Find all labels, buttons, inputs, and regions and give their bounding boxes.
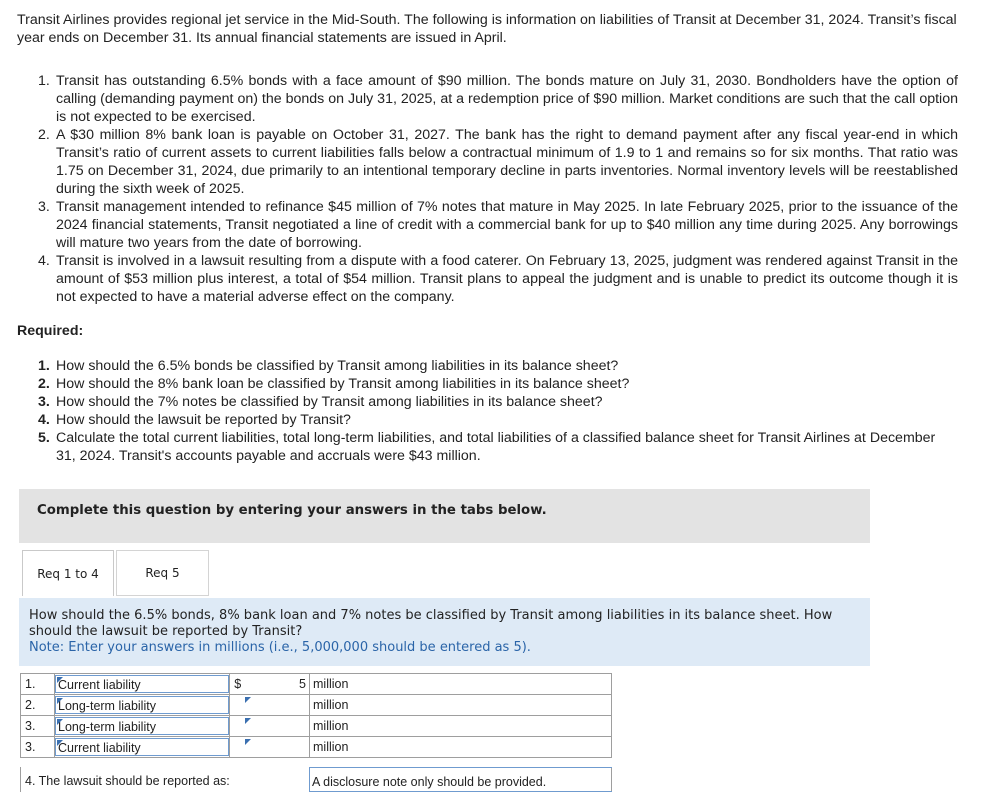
question-text: How should the lawsuit be reported by Transit? xyxy=(56,412,351,428)
row-number: 3. xyxy=(21,737,55,758)
classification-dropdown[interactable] xyxy=(55,716,230,737)
currency-symbol xyxy=(230,695,246,716)
classification-dropdown[interactable] xyxy=(55,695,230,716)
amount-input[interactable]: 5 xyxy=(246,674,310,695)
unit-label: million xyxy=(310,695,612,716)
problem-intro: Transit Airlines provides regional jet service in the Mid-South. The following is information on liabilities of Transit at December 31, 2024. Transit’s fiscal year ends on December 31. Its annual financial statements are issued in April. xyxy=(17,12,957,46)
input-flag-icon xyxy=(245,739,251,745)
row-number: 1. xyxy=(21,674,55,695)
classification-dropdown[interactable] xyxy=(55,674,230,695)
amount-input[interactable] xyxy=(246,716,310,737)
question-number: 1. xyxy=(38,358,50,374)
fact-item xyxy=(38,126,958,198)
questions-list xyxy=(38,357,958,465)
fact-text: Transit has outstanding 6.5% bonds with a face amount of $90 million. The bonds mature on July 31, 2030. Bondholders have the option of calling (demanding payment on) the bonds on July 31, 2025, at a redemption price of $90 million. Market conditions are such that the call option is not expected to be exercised. xyxy=(56,73,958,125)
table-row xyxy=(21,695,612,716)
question-number: 4. xyxy=(38,412,50,428)
dropdown-flag-icon xyxy=(57,698,63,704)
fact-number: 3. xyxy=(38,199,50,215)
currency-symbol xyxy=(230,716,246,737)
input-flag-icon xyxy=(245,697,251,703)
lawsuit-answer: A disclosure note only should be provided. xyxy=(312,775,547,789)
dropdown-flag-icon xyxy=(57,740,63,746)
required-heading: Required: xyxy=(17,323,84,339)
tab-instruction xyxy=(19,598,870,666)
classification-value: Long-term liability xyxy=(58,720,156,734)
input-flag-icon xyxy=(245,718,251,724)
fact-number: 1. xyxy=(38,73,50,89)
question-item xyxy=(38,375,958,393)
lawsuit-label: 4. The lawsuit should be reported as: xyxy=(25,774,230,788)
question-number: 2. xyxy=(38,376,50,392)
amount-input[interactable] xyxy=(246,737,310,758)
currency-symbol xyxy=(230,737,246,758)
question-text: How should the 7% notes be classified by Transit among liabilities in its balance sheet? xyxy=(56,394,603,410)
fact-item xyxy=(38,198,958,252)
fact-text: Transit management intended to refinance $45 million of 7% notes that mature in May 2025. In late February 2025, prior to the issuance of the 2024 financial statements, Transit negotiated a line of credit with a commercial bank for up to $40 million any time during 2025. Any borrowings will mature two years from the date of borrowing. xyxy=(56,199,958,251)
currency-symbol: $ xyxy=(230,674,246,695)
tab-req-5[interactable]: Req 5 xyxy=(116,550,209,596)
dropdown-flag-icon xyxy=(57,719,63,725)
question-text: How should the 8% bank loan be classified by Transit among liabilities in its balance sheet? xyxy=(56,376,630,392)
fact-item xyxy=(38,72,958,126)
fact-item xyxy=(38,252,958,306)
lawsuit-row xyxy=(20,767,612,792)
question-text: Calculate the total current liabilities, total long-term liabilities, and total liabilities of a classified balance sheet for Transit Airlines at December 31, 2024. Transit's accounts payable and accruals were $43 million. xyxy=(56,430,936,464)
table-row xyxy=(21,674,612,695)
unit-label: million xyxy=(310,716,612,737)
classification-value: Current liability xyxy=(58,678,141,692)
dropdown-flag-icon xyxy=(57,677,63,683)
row-number: 2. xyxy=(21,695,55,716)
instructions-banner: Complete this question by entering your answers in the tabs below. xyxy=(19,489,870,543)
instruction-note: Note: Enter your answers in millions (i.e., 5,000,000 should be entered as 5). xyxy=(29,640,531,655)
fact-number: 4. xyxy=(38,253,50,269)
unit-label: million xyxy=(310,674,612,695)
question-item xyxy=(38,429,958,465)
table-row xyxy=(21,737,612,758)
classification-dropdown[interactable] xyxy=(55,737,230,758)
question-number: 3. xyxy=(38,394,50,410)
lawsuit-dropdown[interactable] xyxy=(309,767,612,792)
unit-label: million xyxy=(310,737,612,758)
classification-value: Long-term liability xyxy=(58,699,156,713)
fact-text: Transit is involved in a lawsuit resulting from a dispute with a food caterer. On February 13, 2025, judgment was rendered against Transit in the amount of $53 million plus interest, a total of $54 million. Transit plans to appeal the judgment and is unable to predict its outcome though it is not expected to have a material adverse effect on the company. xyxy=(56,253,958,305)
tab-req-1-to-4[interactable]: Req 1 to 4 xyxy=(22,550,114,596)
question-item xyxy=(38,393,958,411)
question-item xyxy=(38,411,958,429)
classification-value: Current liability xyxy=(58,741,141,755)
fact-number: 2. xyxy=(38,127,50,143)
question-number: 5. xyxy=(38,430,50,446)
table-row xyxy=(21,716,612,737)
question-item xyxy=(38,357,958,375)
amount-input[interactable] xyxy=(246,695,310,716)
facts-list xyxy=(38,72,958,306)
row-number: 3. xyxy=(21,716,55,737)
question-text: How should the 6.5% bonds be classified by Transit among liabilities in its balance sheet? xyxy=(56,358,619,374)
fact-text: A $30 million 8% bank loan is payable on October 31, 2027. The bank has the right to demand payment after any fiscal year-end in which Transit’s ratio of current assets to current liabilities falls below a contractual minimum of 1.9 to 1 and remains so for six months. That ratio was 1.75 on December 31, 2024, due primarily to an intentional temporary decline in parts inventories. Normal inventory levels will be reestablished during the sixth week of 2025. xyxy=(56,127,958,197)
answer-table xyxy=(20,673,612,758)
instruction-text: How should the 6.5% bonds, 8% bank loan and 7% notes be classified by Transit among liabilities in its balance sheet. How should the lawsuit be reported by Transit? xyxy=(29,608,833,639)
